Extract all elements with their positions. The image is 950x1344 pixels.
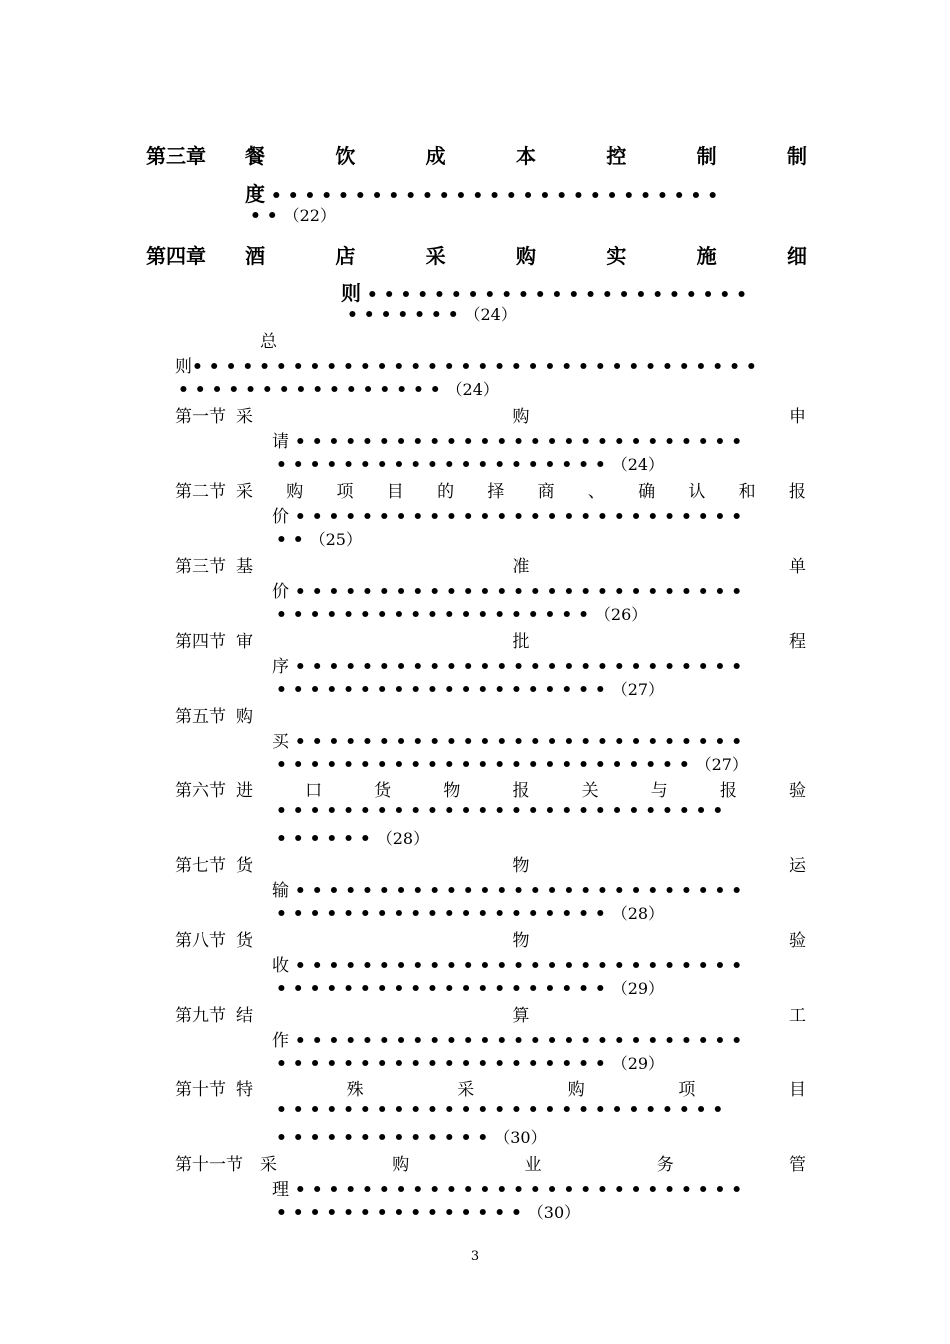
section-1-label: 第一节 — [175, 407, 226, 427]
general-leader-line — [175, 352, 757, 377]
title-char: 工 — [789, 1006, 806, 1026]
chapter-3-title — [245, 140, 807, 169]
section-2-leader-line — [272, 502, 742, 527]
dot-leader: • • — [276, 530, 310, 550]
title-char: 务 — [656, 1155, 674, 1175]
section-tail: 价 — [272, 582, 289, 602]
title-char: 酒 — [245, 244, 265, 268]
title-char: 采 — [457, 1080, 475, 1100]
section-9-label: 第九节 — [175, 1006, 226, 1026]
title-char: 、 — [587, 482, 605, 502]
dot-leader: • • • • • • • • • • • • • • • • • • • • — [276, 979, 612, 999]
title-char: 饮 — [335, 144, 356, 168]
title-char: 和 — [738, 482, 756, 502]
title-char: 程 — [789, 632, 806, 652]
dot-leader: • • • • • • • • • • • • • • • • • • • • • • • • • • • — [289, 956, 743, 976]
dot-leader: • • • • • • • • • • • • • • • • • • • • • • • • • • • — [289, 582, 743, 602]
title-char: 目 — [788, 1080, 806, 1100]
title-char: 批 — [512, 632, 530, 652]
title-char: 确 — [638, 482, 656, 502]
title-char: 物 — [512, 931, 530, 951]
section-5-label: 第五节 — [175, 707, 226, 727]
section-8-page-line — [276, 976, 664, 999]
dot-leader: • • • • • • • • • • • • • • • • — [178, 380, 447, 400]
title-char: 准 — [512, 557, 530, 577]
title-char: 购 — [286, 482, 304, 502]
title-char: 采 — [236, 482, 253, 502]
title-char: 口 — [305, 781, 323, 801]
section-8-label: 第八节 — [175, 931, 226, 951]
page-ref: （24） — [446, 380, 499, 399]
title-char: 施 — [696, 244, 717, 268]
section-6-leader-line — [276, 801, 723, 821]
section-1-leader-line — [272, 427, 742, 452]
title-char: 采 — [425, 244, 446, 268]
dot-leader: • • • • • • • • • • • • • • • • • • • • — [276, 455, 612, 475]
section-9-leader-line — [272, 1026, 742, 1051]
title-char: 采 — [236, 407, 253, 427]
title-char: 目 — [386, 482, 404, 502]
section-4-leader-line — [272, 652, 742, 677]
chapter-4-label: 第四章 — [146, 244, 206, 268]
title-char: 运 — [789, 856, 806, 876]
section-11-leader-line — [272, 1175, 742, 1200]
title-char: 殊 — [346, 1080, 364, 1100]
dot-leader: • • • • • • • • • • • • • • • • • • • • • • • • • • • — [289, 732, 743, 752]
section-8-leader-line — [272, 951, 742, 976]
title-char: 制 — [786, 144, 807, 168]
dot-leader: • • • • • • • • • • • • • • • • • • • • — [276, 1054, 612, 1074]
title-char: 认 — [688, 482, 706, 502]
page-ref: （24） — [611, 455, 665, 474]
section-tail: 则 — [175, 357, 192, 377]
title-char: 货 — [236, 931, 253, 951]
section-3-leader-line — [272, 577, 742, 602]
section-6-title — [236, 776, 806, 801]
title-char: 项 — [336, 482, 354, 502]
section-4-title — [236, 627, 806, 652]
chapter-4-title — [245, 240, 807, 269]
page-ref: （28） — [376, 829, 430, 848]
title-char: 算 — [512, 1006, 530, 1026]
dot-leader: • • • • • • • • • • • • • • • • • • • • — [276, 904, 612, 924]
title-char: 基 — [236, 557, 253, 577]
title-char: 业 — [524, 1155, 542, 1175]
title-char: 进 — [236, 781, 253, 801]
section-3-title — [236, 552, 806, 577]
title-char: 结 — [236, 1006, 253, 1026]
page-ref: （29） — [611, 1054, 665, 1073]
title-char: 报 — [788, 482, 806, 502]
general-label: 总 — [260, 332, 277, 352]
section-10-title — [236, 1075, 806, 1100]
dot-leader: • • • • • • • • • • • • • • • — [276, 1203, 528, 1223]
title-char: 验 — [789, 781, 806, 801]
page-ref: （30） — [527, 1203, 581, 1222]
section-9-page-line — [276, 1051, 664, 1074]
title-char: 细 — [786, 244, 807, 268]
section-5-title — [236, 702, 253, 727]
section-tail: 价 — [272, 507, 289, 527]
title-char: 物 — [443, 781, 461, 801]
title-char: 货 — [374, 781, 392, 801]
dot-leader: • • • • • • • • • • • • • • • • • • • • • • • — [361, 285, 748, 305]
dot-leader: • • • • • • • • • • • • • • • • • • • • • • • • • • • — [289, 1031, 743, 1051]
dot-leader: • • • • • • • • • • • • • — [276, 1128, 495, 1148]
page-ref: （28） — [611, 904, 665, 923]
section-6-page-line — [276, 826, 429, 849]
title-char: 单 — [789, 557, 806, 577]
title-char: 餐 — [245, 144, 265, 168]
title-char: 购 — [236, 707, 253, 727]
title-char: 商 — [537, 482, 555, 502]
title-char: 控 — [606, 144, 627, 168]
section-7-title — [236, 851, 806, 876]
title-char: 验 — [789, 931, 806, 951]
section-11-page-line — [276, 1200, 580, 1223]
title-char: 购 — [512, 407, 530, 427]
section-6-label: 第六节 — [175, 781, 226, 801]
chapter-3-page-line — [250, 203, 336, 226]
dot-leader: • • • • • • • • • • • • • • • • • • • • • • • • • • • — [276, 1100, 724, 1120]
chapter-3-label: 第三章 — [146, 144, 206, 168]
title-char: 管 — [789, 1155, 806, 1175]
section-10-page-line — [276, 1125, 547, 1148]
title-char: 采 — [260, 1155, 277, 1175]
dot-leader: • • • • • • • • • • • • • • • • • • • • • • • • • • • — [289, 1180, 743, 1200]
section-2-label: 第二节 — [175, 482, 226, 502]
title-char: 报 — [512, 781, 530, 801]
section-tail: 买 — [272, 732, 289, 752]
dot-leader: • • • • • • • • • • • • • • • • • • • • • • • • • — [276, 755, 696, 775]
dot-leader: • • • • • • • • • • • • • • • • • • • • • • • • • • • — [289, 507, 743, 527]
page-ref: （26） — [594, 605, 648, 624]
title-char: 购 — [515, 244, 536, 268]
title-char: 购 — [567, 1080, 585, 1100]
page-ref: （30） — [494, 1128, 547, 1147]
section-10-leader-line — [276, 1100, 723, 1120]
section-tail: 作 — [272, 1031, 289, 1051]
dot-leader: • • • • • • • • • • • • • • • • • • • • • • • • • • • — [265, 186, 719, 206]
section-1-title — [236, 402, 806, 427]
section-5-page-line — [276, 752, 748, 775]
section-2-page-line — [276, 527, 362, 550]
dot-leader: • • • • • • • • • • • • • • • • • • • • • • • • • • • — [289, 432, 743, 452]
section-7-page-line — [276, 901, 664, 924]
section-3-label: 第三节 — [175, 557, 226, 577]
page-ref: （29） — [611, 979, 665, 998]
title-char: 择 — [487, 482, 505, 502]
section-3-page-line — [276, 602, 647, 625]
page-ref: （27） — [611, 680, 665, 699]
general-page-line — [178, 377, 499, 400]
title-char: 制 — [696, 144, 717, 168]
title-char: 的 — [437, 482, 455, 502]
title-tail: 则 — [341, 281, 361, 305]
dot-leader: • • • • • • • — [347, 305, 465, 325]
section-1-page-line — [276, 452, 664, 475]
section-7-leader-line — [272, 876, 742, 901]
section-11-label: 第十一节 — [175, 1155, 243, 1175]
title-char: 报 — [719, 781, 737, 801]
dot-leader: • • — [250, 206, 284, 226]
title-char: 物 — [512, 856, 530, 876]
section-tail: 收 — [272, 956, 289, 976]
dot-leader: • • • • • • — [276, 829, 377, 849]
dot-leader: • • • • • • • • • • • • • • • • • • • • • • • • • • • — [276, 801, 724, 821]
dot-leader: • • • • • • • • • • • • • • • • • • • • • • • • • • • — [289, 881, 743, 901]
dot-leader: • • • • • • • • • • • • • • • • • • • • — [276, 680, 612, 700]
title-char: 项 — [678, 1080, 696, 1100]
title-tail: 度 — [245, 182, 265, 206]
section-8-title — [236, 926, 806, 951]
page-number: 3 — [470, 1249, 480, 1264]
chapter-4-page-line — [347, 302, 517, 325]
title-char: 特 — [236, 1080, 253, 1100]
title-char: 审 — [236, 632, 253, 652]
section-2-title — [236, 477, 806, 502]
title-char: 货 — [236, 856, 253, 876]
page-ref: （24） — [464, 305, 517, 324]
section-tail: 理 — [272, 1180, 289, 1200]
title-char: 与 — [650, 781, 668, 801]
section-tail: 请 — [272, 432, 289, 452]
title-char: 实 — [606, 244, 627, 268]
title-char: 店 — [335, 244, 356, 268]
title-char: 购 — [392, 1155, 410, 1175]
title-char: 本 — [515, 144, 536, 168]
section-11-title — [260, 1150, 806, 1175]
title-char: 关 — [581, 781, 599, 801]
section-7-label: 第七节 — [175, 856, 226, 876]
title-char: 成 — [425, 144, 446, 168]
section-4-label: 第四节 — [175, 632, 226, 652]
section-tail: 序 — [272, 657, 289, 677]
dot-leader: • • • • • • • • • • • • • • • • • • • • • • • • • • • • • • • • • • — [192, 357, 757, 377]
dot-leader: • • • • • • • • • • • • • • • • • • • — [276, 605, 595, 625]
section-10-label: 第十节 — [175, 1080, 226, 1100]
page-ref: （27） — [695, 755, 748, 774]
section-9-title — [236, 1001, 806, 1026]
section-4-page-line — [276, 677, 664, 700]
page-ref: （25） — [309, 530, 362, 549]
section-tail: 输 — [272, 881, 289, 901]
title-char: 申 — [789, 407, 806, 427]
dot-leader: • • • • • • • • • • • • • • • • • • • • • • • • • • • — [289, 657, 743, 677]
section-5-leader-line — [272, 727, 742, 752]
page-ref: （22） — [283, 206, 336, 225]
